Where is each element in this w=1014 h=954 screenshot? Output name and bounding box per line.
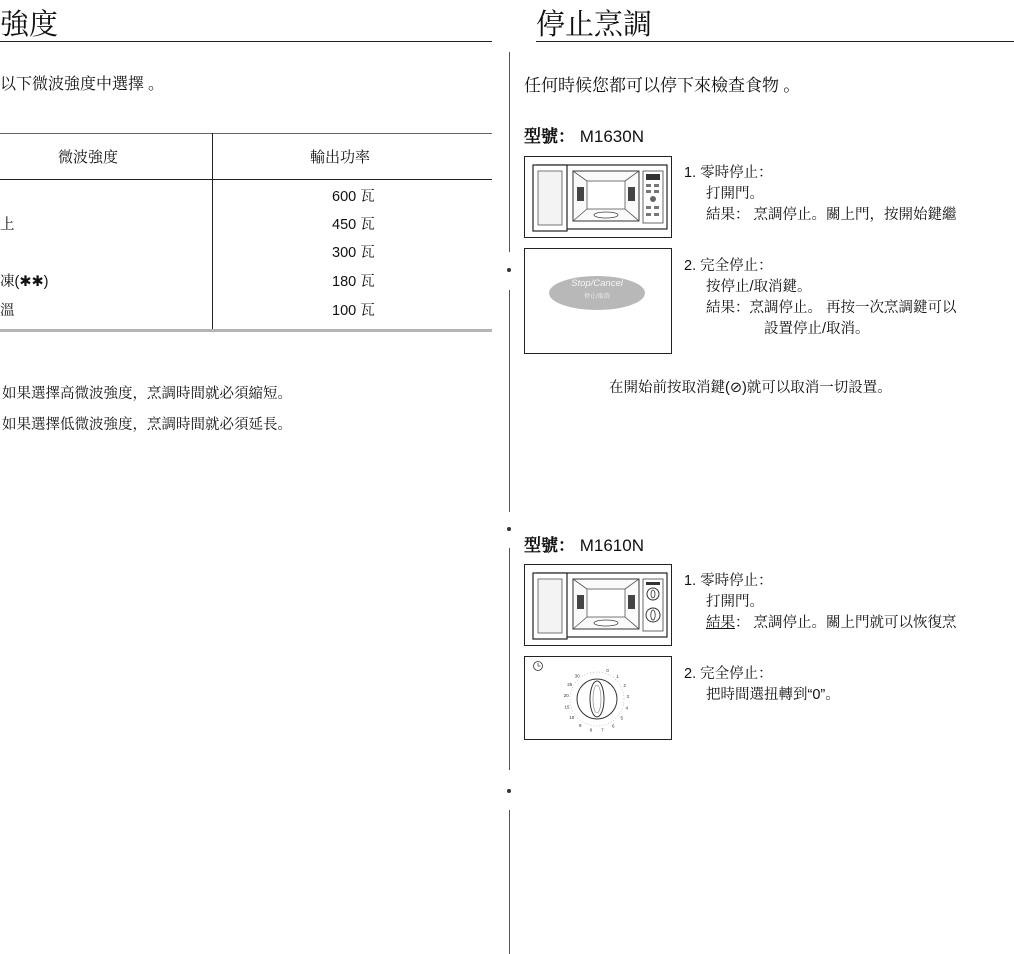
result-label: 結果：	[706, 207, 750, 223]
row-output: 180 瓦	[332, 274, 375, 290]
result-text: 烹調停止。 再按一次烹調鍵可以	[749, 300, 957, 316]
row-output: 300 瓦	[332, 245, 375, 261]
left-page-title: 強度	[0, 9, 59, 41]
step-heading: 2. 完全停止：	[684, 666, 773, 682]
note-low-power: 如果選擇低微波強度，烹調時間就必須延長。	[2, 417, 292, 433]
row-output: 600 瓦	[332, 189, 375, 205]
model-label: 型號：	[524, 127, 575, 146]
step-instruction: 打開門。	[706, 594, 764, 610]
table-bottom-border	[0, 329, 492, 332]
margin-line	[509, 52, 510, 252]
dial-mark: 9	[578, 723, 582, 728]
power-level-table	[0, 133, 492, 333]
header-output-power: 輸出功率	[310, 149, 371, 166]
table-header-rule	[0, 179, 492, 180]
left-title-rule	[0, 41, 492, 42]
step-heading: 1. 零時停止：	[684, 165, 773, 181]
result-label: 結果	[706, 615, 735, 631]
step-result	[684, 298, 957, 319]
model-label: 型號：	[524, 536, 575, 555]
dial-mark: 6	[611, 723, 615, 729]
model-heading-m1610n	[524, 531, 644, 556]
step-result	[684, 613, 957, 634]
dial-mark: 3	[626, 693, 630, 699]
margin-dot	[507, 789, 511, 793]
step-heading: 2. 完全停止：	[684, 258, 773, 274]
note-high-power: 如果選擇高微波強度，烹調時間就必須縮短。	[2, 386, 292, 402]
header-power-level: 微波強度	[58, 149, 119, 166]
step-pause-m1630n	[684, 163, 957, 226]
row-level: 凍(✱✱)	[0, 274, 49, 290]
stop-cancel-key-icon	[525, 249, 671, 353]
dial-mark: 10	[569, 715, 575, 721]
margin-line	[509, 810, 510, 954]
stop-cancel-label-en: Stop/Cancel	[571, 278, 623, 289]
dial-mark: 1	[616, 673, 619, 679]
table-column-divider	[212, 133, 213, 329]
cancel-note: 在開始前按取消鍵(⊘)就可以取消一切設置。	[609, 380, 892, 396]
timer-dial-icon	[525, 657, 671, 739]
dial-mark: 4	[625, 705, 629, 711]
step-stop-m1610n	[684, 664, 840, 706]
stop-cancel-button-image	[524, 248, 672, 354]
step-result	[684, 205, 957, 226]
row-output: 450 瓦	[332, 217, 375, 233]
stop-cancel-label-zh: 停止/取消	[584, 294, 610, 300]
right-page-title: 停止烹調	[536, 9, 653, 41]
margin-line	[509, 548, 510, 770]
step-result-continued: 設置停止/取消。	[764, 321, 870, 337]
dial-mark: 30	[574, 673, 580, 679]
dial-mark: 7	[601, 727, 604, 733]
row-output: 100 瓦	[332, 303, 375, 319]
step-instruction: 把時間選扭轉到“0”。	[706, 687, 840, 703]
timer-dial-image	[524, 656, 672, 740]
microwave-dial-icon	[525, 565, 671, 645]
margin-dot	[507, 527, 511, 531]
margin-line	[509, 290, 510, 512]
step-heading: 1. 零時停止：	[684, 573, 773, 589]
microwave-digital-icon	[525, 157, 671, 237]
step-pause-m1610n	[684, 571, 957, 634]
step-instruction: 打開門。	[706, 186, 764, 202]
dial-mark: 8	[589, 727, 593, 733]
dial-mark: 2	[623, 682, 626, 688]
dial-mark: 5	[620, 715, 623, 721]
left-intro-text: 以下微波強度中選擇 。	[0, 76, 165, 93]
model-heading-m1630n	[524, 122, 644, 147]
result-label: 結果：	[706, 300, 750, 316]
right-intro-text: 任何時候您都可以停下來檢查食物 。	[524, 76, 801, 95]
model-value: M1630N	[579, 127, 644, 146]
row-level: 溫	[0, 303, 15, 319]
dial-mark: 25	[567, 682, 573, 688]
step-stop-m1630n	[684, 256, 957, 340]
margin-dot	[507, 268, 511, 272]
dial-mark: 15	[564, 704, 570, 710]
result-text: 烹調停止。關上門，按開始鍵繼	[753, 207, 957, 223]
microwave-open-door-dial-image	[524, 564, 672, 646]
microwave-open-door-image	[524, 156, 672, 238]
table-top-border	[0, 133, 492, 134]
dial-mark: 20	[563, 693, 569, 699]
right-title-rule	[536, 41, 1014, 42]
dial-mark: 0	[606, 667, 609, 673]
row-level: 上	[0, 217, 15, 233]
step-instruction: 按停止/取消鍵。	[706, 279, 812, 295]
model-value: M1610N	[579, 536, 644, 555]
result-text: ： 烹調停止。關上門就可以恢復烹	[735, 615, 957, 631]
